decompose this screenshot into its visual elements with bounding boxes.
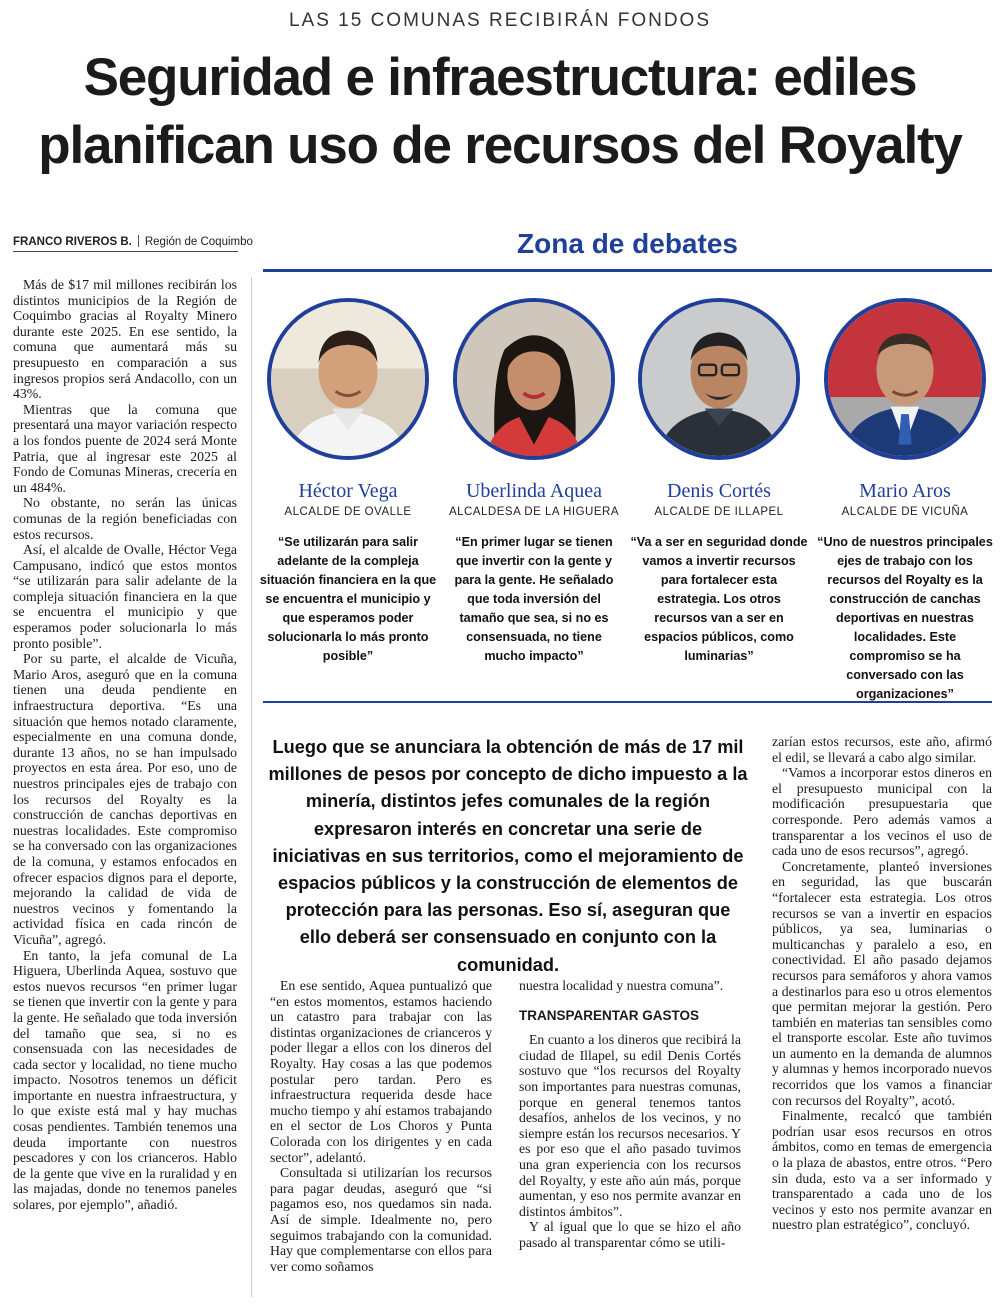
person-name: Denis Cortés: [667, 480, 771, 502]
person-name: Uberlinda Aquea: [465, 480, 603, 502]
person-card-denis-cortes: [629, 298, 809, 666]
headline: [0, 44, 1000, 180]
portrait-image: [642, 302, 796, 456]
portrait-image: [457, 302, 611, 456]
person-name: Héctor Vega: [298, 480, 398, 502]
paragraph: Así, el alcalde de Ovalle, Héctor Vega Campusano, indicó que estos montos “se utilizarán para salir adelante de la compleja situación financiera en la que se encuentra el municipio y que esperamos poder solucionarla lo más pronto posible”.: [13, 542, 237, 651]
paragraph: Y al igual que lo que se hizo el año pasado al transparentar cómo se utili-: [519, 1219, 741, 1250]
column-divider: [251, 277, 252, 1297]
sidebar-top-rule: [263, 269, 992, 272]
person-role: ALCALDE DE ILLAPEL: [654, 506, 784, 518]
byline-region: Región de Coquimbo: [144, 236, 253, 248]
portrait-denis-cortes: [638, 298, 800, 460]
paragraph: No obstante, no serán las únicas comunas de la región beneficiadas con estos recursos.: [13, 495, 237, 542]
person-quote: “Va a ser en seguridad donde vamos a invertir recursos para fortalecer esta estrategia. Los otros recursos van a ser en espacios públicos, como luminarias”: [630, 535, 808, 663]
headline-line-2: planifican uso de recursos del Royalty: [38, 116, 962, 175]
paragraph: Concretamente, planteó inversiones en seguridad, las que buscarán “fortalecer esta estrategia. Los otros recursos se van a invertir en espacios públicos, ya sea, luminarias o multicanchas y paralelo a eso, en conectividad. El año pasado dejamos recursos para semáforos y ahora vamos a destinarlos para eso u otros elementos que permitan mejorar la gestión. Pero también en materias tan sensibles como el transporte escolar. Este año tuvimos un aumento en la demanda de alumnos y alumnas y hemos incorporado nuevos recorridos que los vamos a financiar con recursos del Royalty”, acotó.: [772, 858, 992, 1108]
body-column-4: [772, 734, 992, 1233]
paragraph: “Vamos a incorporar estos dineros en el presupuesto municipal con la modificación presupuestaria que corresponde. Pero además vamos a transparentar a los vecinos el uso de cada uno de esos recursos”, agregó.: [772, 765, 992, 859]
portrait-hector-vega: [267, 298, 429, 460]
paragraph: En cuanto a los dineros que recibirá la ciudad de Illapel, su edil Denis Cortés sostuvo que “los recursos del Royalty son importantes para nuestras comunas, porque en general tenemos tantos desafíos, anhelos de los vecinos, y no siempre están los recursos necesarios. Y es por eso que el año pasado tuvimos una gran experiencia con los recursos del Royalty, y este año aún más, porque aumentan, y eso nos permite avanzar en distintos ámbitos”.: [519, 1032, 741, 1219]
byline-author: FRANCO RIVEROS B.: [13, 236, 132, 248]
section-subhead: TRANSPARENTAR GASTOS: [519, 1007, 700, 1023]
person-name: Mario Aros: [859, 480, 951, 502]
paragraph: Consultada si utilizarían los recursos para pagar deudas, aseguró que “si pagamos eso, nos quedamos sin nada. Así de simple. Idealmente no, pero seguimos trabajando con la comunidad. Hay que complementarse con ellos para ver como soñamos: [270, 1165, 492, 1274]
paragraph: Mientras que la comuna que presentará una mayor variación respecto a los fondos puente de 2024 será Monte Patria, que al ingresar este 2025 al Fondo de Comunas Mineras, crecería en un 484%.: [13, 401, 237, 495]
body-column-1: [13, 277, 237, 1213]
paragraph: Por su parte, el alcalde de Vicuña, Mario Aros, aseguró que en la comuna tienen una deuda pendiente en infraestructura deportiva. “Es una situación que hemos notado claramente, especialmente en una comuna donde, durante 13 años, no se han impulsado proyectos en esta área. Por eso, uno de nuestros principales ejes de trabajo con los recursos del Royalty es la construcción de canchas deportivas en nuestras localidades. Este compromiso se ha conversado con las organizaciones de la comuna, y estamos enfocados en ofrecer espacios dignos para el deporte, mejorando la calidad de vida de nuestros vecinos y fomentando la actividad física en cada rincón de Vicuña”, agregó.: [13, 651, 237, 947]
portrait-mario-aros: [824, 298, 986, 460]
headline-line-1: Seguridad e infraestructura: ediles: [83, 48, 917, 107]
paragraph: Finalmente, recalcó que también podrían usar esos recursos en otros ámbitos, como en temas de emergencia o la plaza de abastos, entre otros. “Pero sin duda, esto va a ser informado y transparentado a cada uno de los vecinos y esto nos permite avanzar en nuestro plan estratégico”, concluyó.: [772, 1108, 992, 1233]
portrait-image: [271, 302, 425, 456]
paragraph: En tanto, la jefa comunal de La Higuera, Uberlinda Aquea, sostuvo que estos nuevos recursos “en primer lugar se tienen que invertir con la gente y para la gente. He señalado que toda inversión del tamaño que sea, si no es consensuada con las necesidades de cada sector y localidad, no tiene mucho impacto. Nosotros tenemos un déficit importante en nuestra infraestructura, y lo que existe está mal y hay muchas cosas pendientes. También tenemos una deuda importante con nuestros pescadores y con los crianceros. Hablo de la gente que vive en la ruralidad y en las majadas, donde no tenemos paneles solares, por ejemplo”, añadió.: [13, 947, 237, 1213]
kicker: LAS 15 COMUNAS RECIBIRÁN FONDOS: [288, 10, 712, 31]
person-role: ALCALDESA DE LA HIGUERA: [448, 506, 619, 518]
byline: [13, 235, 253, 252]
lead-paragraph: Luego que se anunciara la obtención de más de 17 mil millones de pesos por concepto de dicho impuesto a la minería, distintos jefes comunales de la región expresaron interés en concretar una serie de iniciativas en sus territorios, como el mejoramiento de espacios públicos y la construcción de elementos de protección para las personas. Eso sí, aseguran que ello deberá ser consensuado en conjunto con la comunidad.: [268, 737, 748, 975]
person-quote: “Uno de nuestros principales ejes de trabajo con los recursos del Royalty es la construcción de canchas deportivas en nuestras localidades. Este compromiso se ha conversado con las organizaciones”: [817, 535, 993, 701]
person-role: ALCALDE DE VICUÑA: [841, 506, 969, 518]
sidebar-title: Zona de debates: [517, 228, 738, 259]
person-card-uberlinda-aquea: [444, 298, 624, 666]
person-card-hector-vega: [258, 298, 438, 666]
paragraph-continuation: nuestra localidad y nuestra comuna”.: [519, 978, 724, 993]
paragraph: En ese sentido, Aquea puntualizó que “en estos momentos, estamos haciendo un catastro para trabajar con las distintas organizaciones de crianceros y poder llegar a ellos con los dineros del Royalty. Hay cosas a las que podemos postular pero tardan. Pero es infraestructura requerida desde hace mucho tiempo y ahí estamos trabajando en el sector de Los Choros y Punta Colorada con los dirigentes y en cada sector”, adelantó.: [270, 978, 492, 1165]
body-column-3: [519, 978, 741, 1251]
body-column-2: [270, 978, 492, 1274]
byline-separator: [138, 235, 139, 247]
person-card-mario-aros: [815, 298, 995, 704]
portrait-uberlinda-aquea: [453, 298, 615, 460]
sidebar-bottom-rule: [263, 701, 992, 703]
person-role: ALCALDE DE OVALLE: [284, 506, 412, 518]
portrait-image: [828, 302, 982, 456]
paragraph-continuation: zarían estos recursos, este año, afirmó el edil, se llevará a cabo algo similar.: [772, 734, 992, 765]
paragraph: Más de $17 mil millones recibirán los distintos municipios de la Región de Coquimbo gracias al Royalty Minero durante este 2025. En ese sentido, la comuna que aumentará más su presupuesto en comparación a sus ingresos propios será Andacollo, con un 43%.: [13, 277, 237, 402]
person-quote: “Se utilizarán para salir adelante de la compleja situación financiera en la que se encuentra el municipio y que esperamos poder solucionarla lo más pronto posible”: [259, 535, 437, 663]
person-quote: “En primer lugar se tienen que invertir con la gente y para la gente. He señalado que toda inversión del tamaño que sea, si no es consensuada, no tiene mucho impacto”: [454, 535, 614, 663]
